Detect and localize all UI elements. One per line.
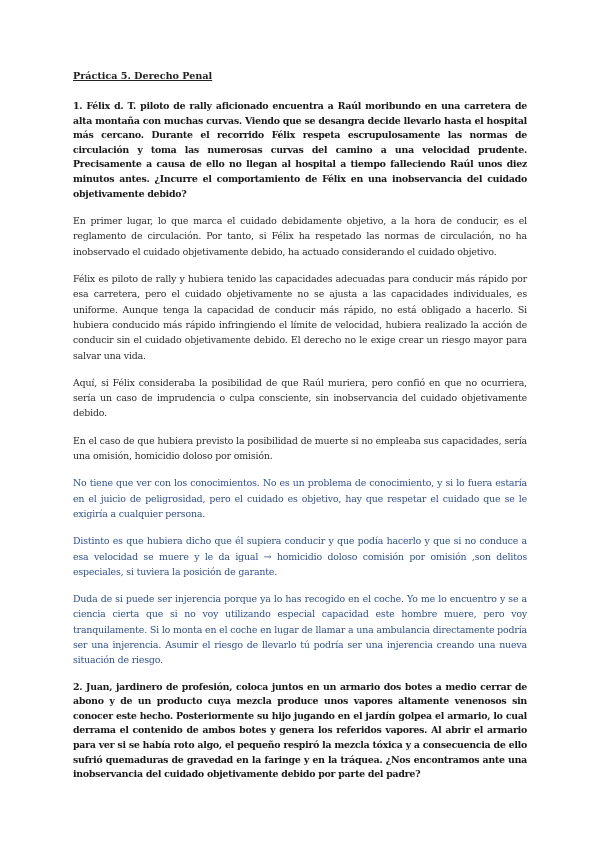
note-paragraph: Distinto es que hubiera dicho que él supiera conducir y que podía hacerlo y que si no conduce a esa velocidad se muere y le da igual → homicidio doloso comisión por omisión ,son delitos especiales, si tuviera la posición de garante. — [73, 536, 527, 578]
question-2: 2. Juan, jardinero de profesión, coloca juntos en un armario dos botes a medio cerrar de abono y de un producto cuya mezcla produce unos vapores altamente venenosos sin conocer este hecho. Posteriormente su hijo jugando en el jardín golpea el armario, lo cual derrama el contenido de ambos botes y genera los referidos vapores. Al abrir el armario para ver si se había roto algo, el pequeño respiró la mezcla tóxica y a consecuencia de ello sufrió quemaduras de gravedad en la faringe y en la tráquea. ¿Nos encontramos ante una inobservancia del cuidado objetivamente debido por parte del padre? — [73, 681, 527, 781]
document-title: Práctica 5. Derecho Penal — [73, 71, 213, 82]
note-paragraph: No tiene que ver con los conocimientos. No es un problema de conocimiento, y si lo fuera estaría en el juicio de peligrosidad, pero el cuidado es objetivo, hay que respetar el cuidado que se le exigiría a cualquier persona. — [73, 478, 527, 520]
answer-paragraph: En el caso de que hubiera previsto la posibilidad de muerte si no empleaba sus capacidades, sería una omisión, homicidio doloso por omisión. — [73, 435, 527, 463]
document-content — [73, 70, 527, 795]
question-1: 1. Félix d. T. piloto de rally aficionado encuentra a Raúl moribundo en una carretera de alta montaña con muchas curvas. Viendo que se desangra decide llevarlo hasta el hospital más cercano. Durante el recorrido Félix respeta escrupulosamente las normas de circulación y toma las numerosas curvas del camino a una velocidad prudente. Precisamente a causa de ello no llegan al hospital a tiempo falleciendo Raúl unos diez minutos antes. ¿Incurre el comportamiento de Félix en una inobservancia del cuidado objetivamente debido? — [73, 101, 527, 200]
answer-paragraph: Félix es piloto de rally y hubiera tenido las capacidades adecuadas para conducir más rápido por esa carretera, pero el cuidado objetivamente no se ajusta a las capacidades individuales, es uniforme. Aunque tenga la capacidad de conducir más rápido, no está obligado a hacerlo. Si hubiera conducido más rápido infringiendo el límite de velocidad, hubiera realizado la acción de conducir sin el cuidado objetivamente debido. El derecho no le exige crear un riesgo mayor para salvar una vida. — [73, 274, 527, 362]
note-paragraph: Duda de si puede ser injerencia porque ya lo has recogido en el coche. Yo me lo encuentro y se a ciencia cierta que si no voy utilizando especial capacidad este hombre muere, pero voy tranquilamente. Si lo monta en el coche en lugar de llamar a una ambulancia directamente podría ser una injerencia. Asumir el riesgo de llevarlo tú podría ser una injerencia creando una nueva situación de riesgo. — [73, 594, 527, 667]
answer-paragraph: En primer lugar, lo que marca el cuidado debidamente objetivo, a la hora de conducir, es el reglamento de circulación. Por tanto, si Félix ha respetado las normas de circulación, no ha inobservado el cuidado objetivamente debido, ha actuado considerando el cuidado objetivo. — [73, 216, 527, 258]
answer-paragraph: Aquí, si Félix consideraba la posibilidad de que Raúl muriera, pero confió en que no ocurriera, sería un caso de imprudencia o culpa consciente, sin inobservancia del cuidado objetivamente debido. — [73, 377, 527, 420]
